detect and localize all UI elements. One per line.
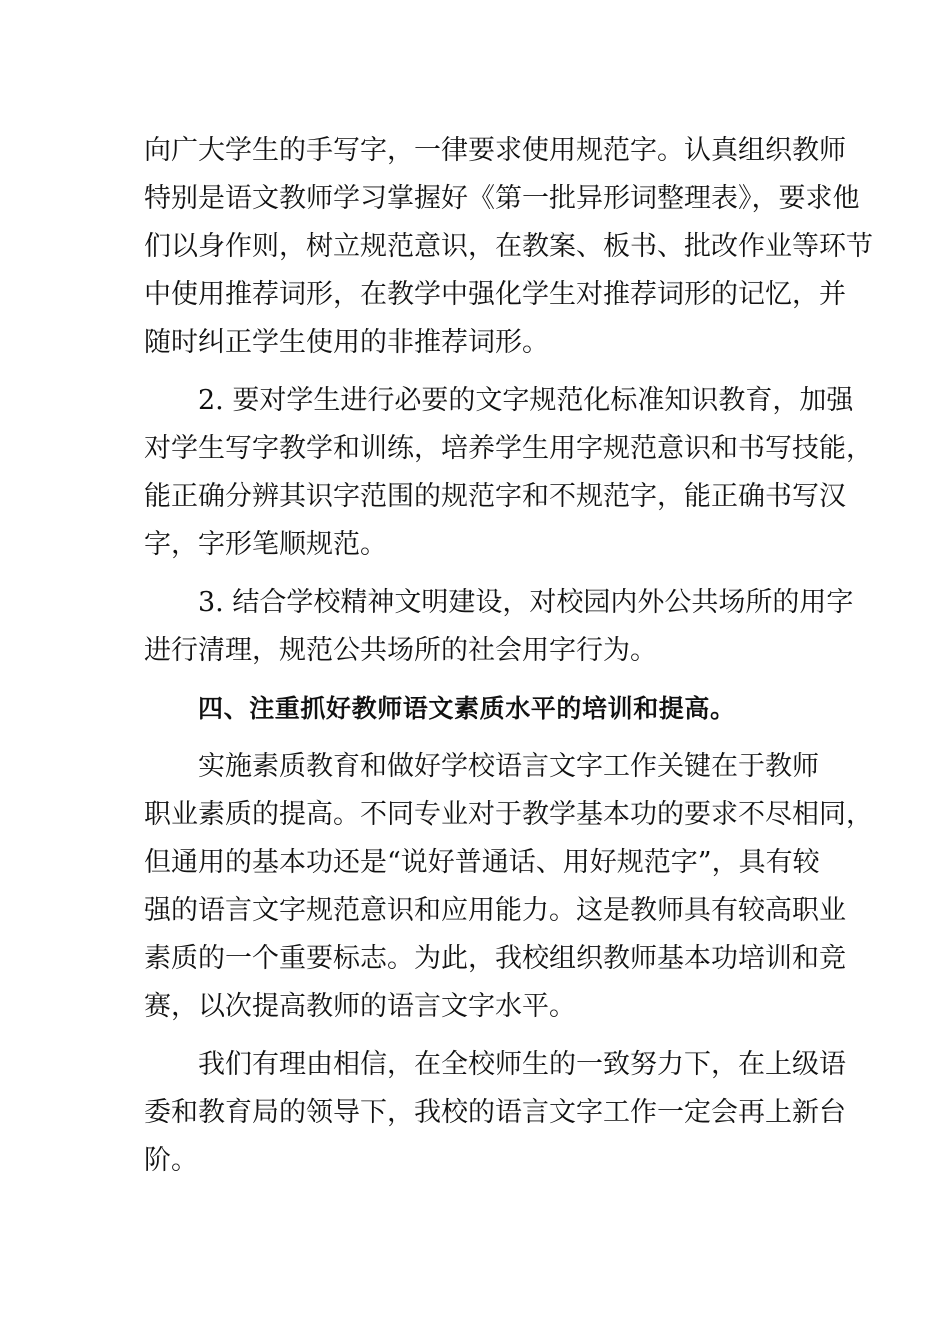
paragraph-item-3 xyxy=(144,579,854,675)
text-line: 职业素质的提高。不同专业对于教学基本功的要求不尽相同， xyxy=(144,799,873,830)
text-line: 赛，以次提高教师的语言文字水平。 xyxy=(144,991,576,1022)
document-body xyxy=(144,127,873,1195)
text-line: 们以身作则，树立规范意识，在教案、板书、批改作业等环节 xyxy=(144,231,873,262)
paragraph-item-2 xyxy=(144,377,873,569)
text-line: 实施素质教育和做好学校语言文字工作关键在于教师 xyxy=(198,751,819,782)
text-line: 委和教育局的领导下，我校的语言文字工作一定会再上新台 xyxy=(144,1097,846,1128)
text-line: 3. 结合学校精神文明建设，对校园内外公共场所的用字 xyxy=(198,587,854,618)
paragraph-teacher-quality xyxy=(144,743,873,1031)
text-line: 我们有理由相信，在全校师生的一致努力下，在上级语 xyxy=(198,1049,846,1080)
text-line: 素质的一个重要标志。为此，我校组织教师基本功培训和竞 xyxy=(144,943,846,974)
paragraph-teacher-standard-characters xyxy=(144,127,873,367)
paragraph-conclusion xyxy=(144,1041,846,1185)
text-line: 阶。 xyxy=(144,1145,198,1176)
text-line: 进行清理，规范公共场所的社会用字行为。 xyxy=(144,635,657,666)
text-line: 对学生写字教学和训练，培养学生用字规范意识和书写技能， xyxy=(144,433,873,464)
section-heading-4 xyxy=(144,685,814,733)
text-line: 能正确分辨其识字范围的规范字和不规范字，能正确书写汉 xyxy=(144,481,846,512)
text-line: 但通用的基本功还是“说好普通话、用好规范字”，具有较 xyxy=(144,847,820,878)
text-line: 强的语言文字规范意识和应用能力。这是教师具有较高职业 xyxy=(144,895,846,926)
text-line: 向广大学生的手写字，一律要求使用规范字。认真组织教师 xyxy=(144,135,846,166)
text-line: 特别是语文教师学习掌握好《第一批异形词整理表》，要求他 xyxy=(144,183,860,214)
text-line: 2. 要对学生进行必要的文字规范化标准知识教育，加强 xyxy=(198,385,854,416)
text-line: 字，字形笔顺规范。 xyxy=(144,529,387,560)
section-heading: 四、注重抓好教师语文素质水平的培训和提高。 xyxy=(198,694,736,723)
text-line: 随时纠正学生使用的非推荐词形。 xyxy=(144,327,549,358)
text-line: 中使用推荐词形，在教学中强化学生对推荐词形的记忆，并 xyxy=(144,279,846,310)
